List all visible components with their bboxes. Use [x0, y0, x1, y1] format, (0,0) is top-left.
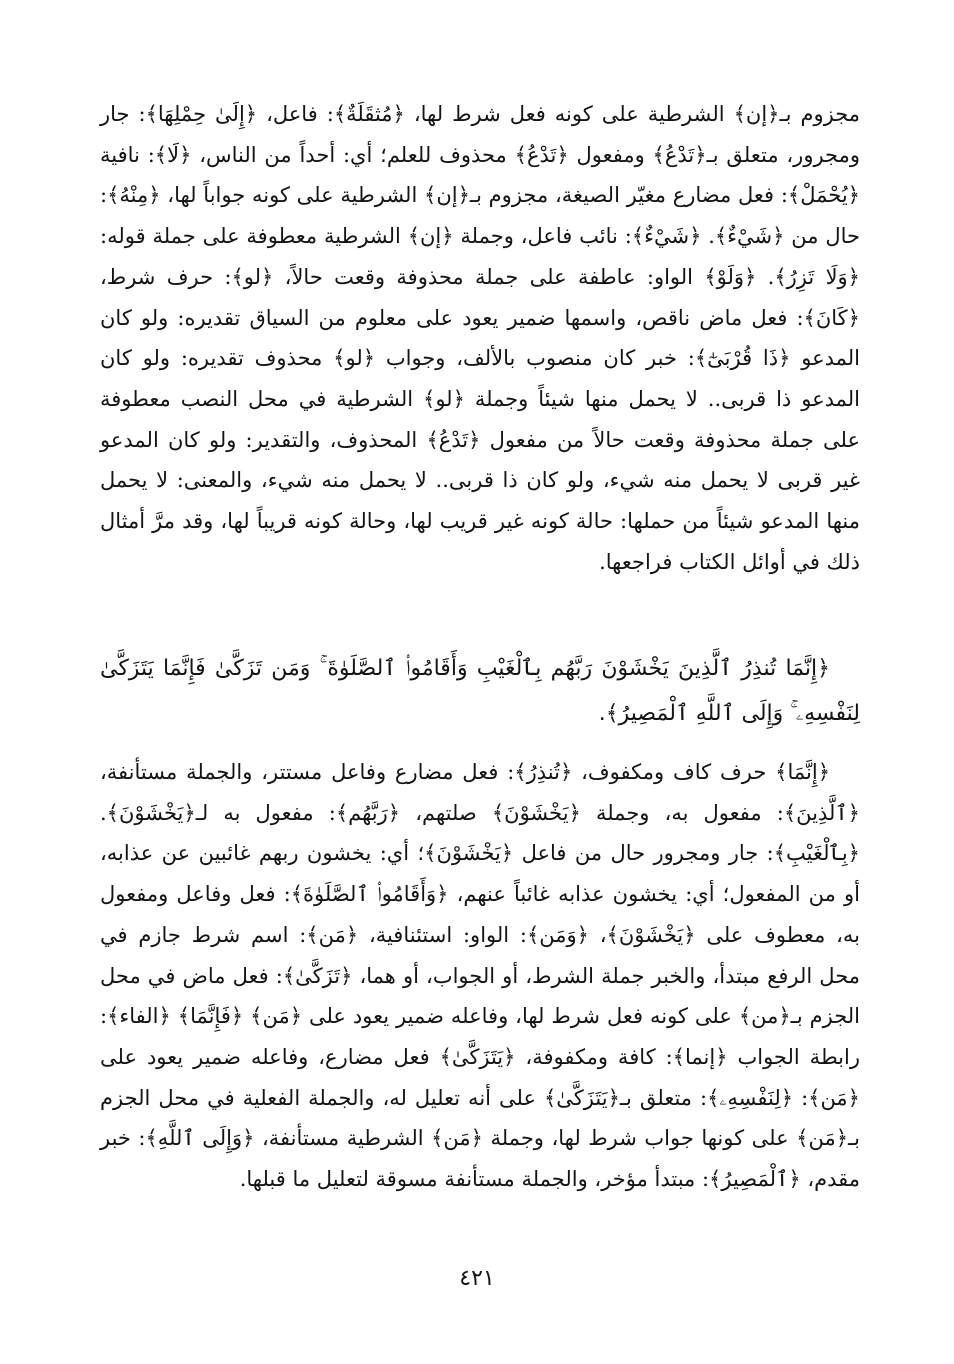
page-number: ٤٢١	[459, 1266, 495, 1291]
paragraph-grammar-analysis-2	[100, 752, 860, 1200]
quran-verse	[100, 646, 860, 736]
quran-verse-text: ﴿إِنَّمَا تُنذِرُ ٱلَّذِينَ يَخْشَوْنَ رَبَّهُم بِٱلْغَيْبِ وَأَقَامُوا۟ ٱلصَّلَوٰةَ ۚ وَمَن تَزَكَّىٰ فَإِنَّمَا يَتَزَكَّىٰ لِنَفْسِهِۦ ۚ وَإِلَى ٱللَّهِ ٱلْمَصِيرُ﴾.	[100, 656, 860, 726]
paragraph-grammar-analysis-1: مجزوم بـ﴿إن﴾ الشرطية على كونه فعل شرط لها، ﴿مُثقَلَةٌ﴾: فاعل، ﴿إِلَىٰ حِمْلِهَا﴾: جار ومجرور، متعلق بـ﴿تَدْعُ﴾ ومفعول ﴿تَدْعُ﴾ محذوف للعلم؛ أي: أحداً من الناس، ﴿لَا﴾: نافية ﴿يُحْمَلْ﴾: فعل مضارع مغيّر الصيغة، مجزوم بـ﴿إن﴾ الشرطية على كونه جواباً لها، ﴿مِنْهُ﴾: حال من ﴿شَيْءٌ﴾. ﴿شَيْءٌ﴾: نائب فاعل، وجملة ﴿إن﴾ الشرطية معطوفة على جملة قوله: ﴿وَلَا تَزِرُ﴾. ﴿وَلَوْ﴾ الواو: عاطفة على جملة محذوفة وقعت حالاً، ﴿لو﴾: حرف شرط، ﴿كَانَ﴾: فعل ماض ناقص، واسمها ضمير يعود على معلوم من السياق تقديره: ولو كان المدعو ﴿ذَا قُرْبَىٰٓ﴾: خبر كان منصوب بالألف، وجواب ﴿لو﴾ محذوف تقديره: ولو كان المدعو ذا قربى.. لا يحمل منها شيئاً وجملة ﴿لو﴾ الشرطية في محل النصب معطوفة على جملة محذوفة وقعت حالاً من مفعول ﴿تَدْعُ﴾ المحذوف، والتقدير: ولو كان المدعو غير قربى لا يحمل منه شيء، ولو كان ذا قربى.. لا يحمل منه شيء، والمعنى: لا يحمل منها المدعو شيئاً من حملها: حالة كونه غير قريب لها، وحالة كونه قريباً لها، وقد مرَّ أمثال ذلك في أوائل الكتاب فراجعها.	[100, 102, 860, 574]
paragraph-2-text: ﴿إِنَّمَا﴾ حرف كاف ومكفوف، ﴿تُنذِرُ﴾: فعل مضارع وفاعل مستتر، والجملة مستأنفة، ﴿ٱلَّذِينَ﴾: مفعول به، وجملة ﴿يَخْشَوْنَ﴾ صلتهم، ﴿رَبَّهُم﴾: مفعول به لـ﴿يَخْشَوْنَ﴾. ﴿بِٱلْغَيْبِ﴾: جار ومجرور حال من فاعل ﴿يَخْشَوْنَ﴾؛ أي: يخشون ربهم غائبين عن عذابه، أو من المفعول؛ أي: يخشون عذابه غائباً عنهم، ﴿وَأَقَامُوا۟ ٱلصَّلَوٰةَ﴾: فعل وفاعل ومفعول به، معطوف على ﴿يَخْشَوْنَ﴾، ﴿وَمَن﴾: الواو: استئنافية، ﴿مَن﴾: اسم شرط جازم في محل الرفع مبتدأ، والخبر جملة الشرط، أو الجواب، أو هما، ﴿تَزَكَّىٰ﴾: فعل ماض في محل الجزم بـ﴿من﴾ على كونه فعل شرط لها، وفاعله ضمير يعود على ﴿مَن﴾ ﴿فَإِنَّمَا﴾ ﴿الفاء﴾: رابطة الجواب ﴿إنما﴾: كافة ومكفوفة، ﴿يَتَزَكَّىٰ﴾ فعل مضارع، وفاعله ضمير يعود على ﴿مَن﴾: ﴿لِنَفْسِهِۦ﴾: متعلق بـ﴿يَتَزَكَّىٰ﴾ على أنه تعليل له، والجملة الفعلية في محل الجزم بـ﴿مَن﴾ على كونها جواب شرط لها، وجملة ﴿مَن﴾ الشرطية مستأنفة، ﴿وَإِلَى ٱللَّهِ﴾: خبر مقدم، ﴿ٱلْمَصِيرُ﴾: مبتدأ مؤخر، والجملة مستأنفة مسوقة لتعليل ما قبلها.	[100, 760, 861, 1192]
